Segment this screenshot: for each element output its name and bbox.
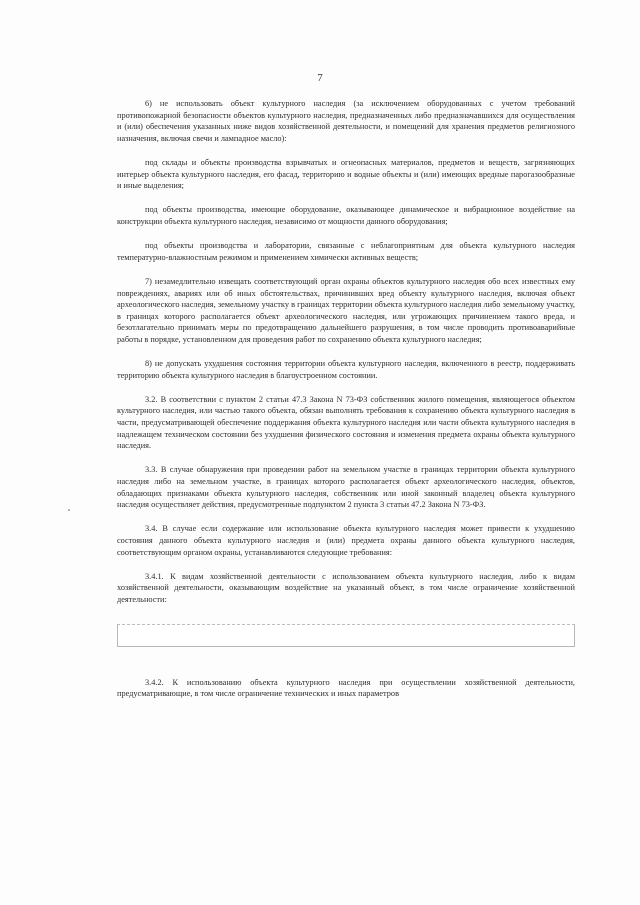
document-body [117, 98, 575, 712]
paragraph-3-4-2: 3.4.2. К использованию объекта культурного наследия при осуществлении хозяйственной деятельности, предусматривающие, в том числе ограничение технических и иных параметров [117, 677, 575, 699]
paragraph-3-4-1: 3.4.1. К видам хозяйственной деятельности с использованием объекта культурного наследия, либо к видам хозяйственной деятельности, оказывающим воздействие на указанный объект, в том числе ограничение хозяйственной деятельности: [117, 571, 575, 604]
empty-entry-box [117, 624, 575, 647]
paragraph-item-7: 7) незамедлительно извещать соответствующий орган охраны объектов культурного наследия обо всех известных ему повреждениях, авариях или об иных обстоятельствах, причинивших вред объекту культурного наследия, включая объект археологического наследия, земельному участку в границах территории объекта культурного наследия либо земельному участку, в границах которого располагается объект археологического наследия, или угрожающих причинением такого вреда, и безотлагательно принимать меры по предотвращению дальнейшего разрушения, в том числе проводить противоаварийные работы в порядке, установленном для проведения работ по сохранению объекта культурного наследия; [117, 276, 575, 344]
paragraph-3-4: 3.4. В случае если содержание или использование объекта культурного наследия может привести к ухудшению состояния данного объекта культурного наследия и (или) предмета охраны данного объекта культурного наследия, соответствующим органом охраны, устанавливаются следующие требования: [117, 524, 575, 557]
paragraph-3-3: 3.3. В случае обнаружения при проведении работ на земельном участке в границах территории объекта культурного наследия либо на земельном участке, в границах которого располагается объект археологического наследия, объектов, обладающих признаками объекта культурного наследия, собственник или иной законный владелец объекта культурного наследия осуществляет действия, предусмотренные подпунктом 2 пункта 3 статьи 47.2 Закона N 73-ФЗ. [117, 465, 575, 510]
paragraph-item-6: 6) не использовать объект культурного наследия (за исключением оборудованных с учетом требований противопожарной безопасности объектов культурного наследия, предназначенных либо предназначавшихся для осуществления и (или) обеспечения указанных ниже видов хозяйственной деятельности, и помещений для хранения предметов религиозного назначения, включая свечи и лампадное масло): [117, 99, 575, 143]
paragraph-warehouses: под склады и объекты производства взрывчатых и огнеопасных материалов, предметов и веществ, загрязняющих интерьер объекта культурного наследия, его фасад, территорию и водные объекты и (или) имеющих вредные парогазообразные и иные выделения; [117, 157, 575, 191]
margin-dot [68, 509, 70, 511]
paragraph-3-2: 3.2. В соответствии с пунктом 2 статьи 47.3 Закона N 73-ФЗ собственник жилого помещения, являющегося объектом культурного наследия, или частью такого объекта, обязан выполнять требования к сохранению объекта культурного наследия в части, предусматривающей обеспечение поддержания объекта культурного наследия или части объекта культурного наследия в надлежащем техническом состоянии без ухудшения физического состояния и изменения предмета охраны объекта культурного наследия. [117, 394, 575, 451]
page-number: 7 [317, 72, 323, 84]
paragraph-production-equipment: под объекты производства, имеющие оборудование, оказывающее динамическое и вибрационное воздействие на конструкции объекта культурного наследия, независимо от мощности данного оборудования; [117, 205, 575, 226]
paragraph-laboratories: под объекты производства и лаборатории, связанные с неблагоприятным для объекта культурного наследия температурно-влажностным режимом и применением химически активных веществ; [117, 241, 575, 262]
paragraph-item-8: 8) не допускать ухудшения состояния территории объекта культурного наследия, включенного в реестр, поддерживать территорию объекта культурного наследия в благоустроенном состоянии. [117, 359, 575, 380]
